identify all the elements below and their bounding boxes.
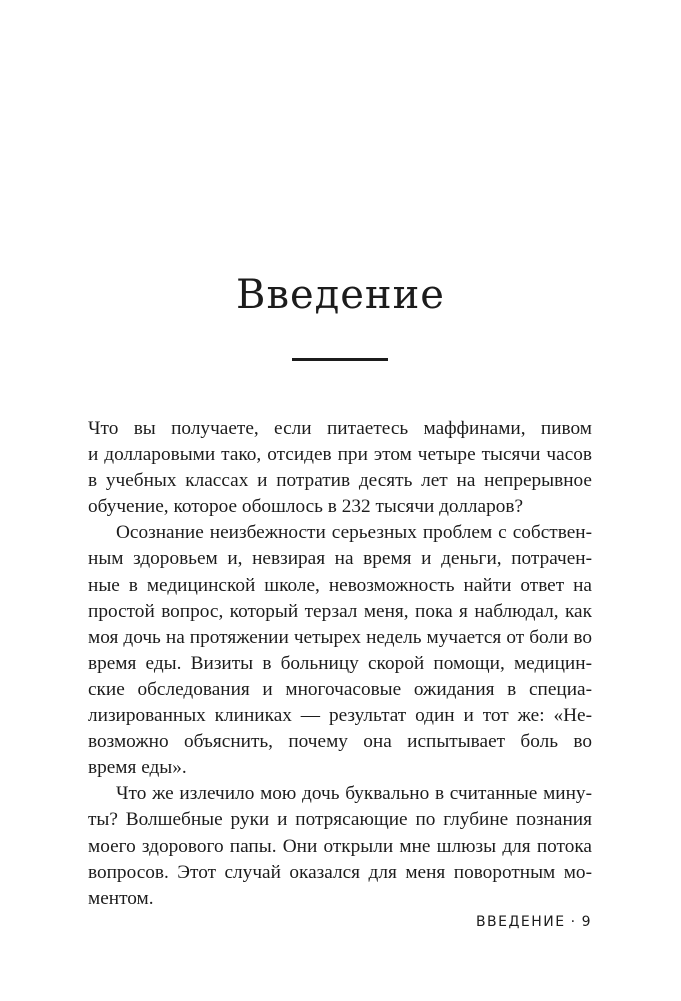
title-divider (292, 358, 388, 361)
text-line: в учебных классах и потратив десять лет на непрерывное (88, 470, 592, 492)
footer-separator: · (570, 914, 577, 930)
footer-section-title: ВВЕДЕНИЕ (475, 914, 566, 930)
running-footer (0, 914, 592, 930)
text-line: лизированных клиниках — результат один и тот же: «Не- (88, 705, 592, 727)
text-line: время еды. Визиты в больницу скорой помощи, медицин- (88, 652, 592, 674)
page-number: 9 (581, 914, 592, 930)
text-line: моего здорового папы. Они открыли мне шлюзы для потока (88, 835, 592, 857)
text-line: ные в медицинской школе, невозможность найти ответ на (88, 574, 592, 596)
text-line: моя дочь на протяжении четырех недель мучается от боли во (88, 626, 592, 648)
text-line: ские обследования и многочасовые ожидания в специа- (88, 678, 592, 700)
text-line: время еды». (88, 757, 187, 779)
chapter-title: Введение (236, 272, 445, 318)
text-line: простой вопрос, который терзал меня, пока я наблюдал, как (88, 600, 592, 622)
text-line: ным здоровьем и, невзирая на время и деньги, потрачен- (88, 548, 592, 570)
text-line: вопросов. Этот случай оказался для меня поворотным мо- (88, 861, 592, 883)
body-text (88, 416, 592, 912)
text-line: Что вы получаете, если питаетесь маффинами, пивом (88, 418, 592, 439)
text-line: обучение, которое обошлось в 232 тысячи долларов? (88, 496, 524, 518)
text-line: возможно объяснить, почему она испытывает боль во (88, 731, 592, 753)
text-line: Что же излечило мою дочь буквально в считанные мину- (116, 783, 592, 805)
text-line: ты? Волшебные руки и потрясающие по глубине познания (88, 809, 592, 831)
text-line: Осознание неизбежности серьезных проблем с собствен- (116, 522, 592, 544)
text-line: ментом. (88, 887, 154, 909)
text-line: и долларовыми тако, отсидев при этом четыре тысячи часов (88, 444, 592, 466)
